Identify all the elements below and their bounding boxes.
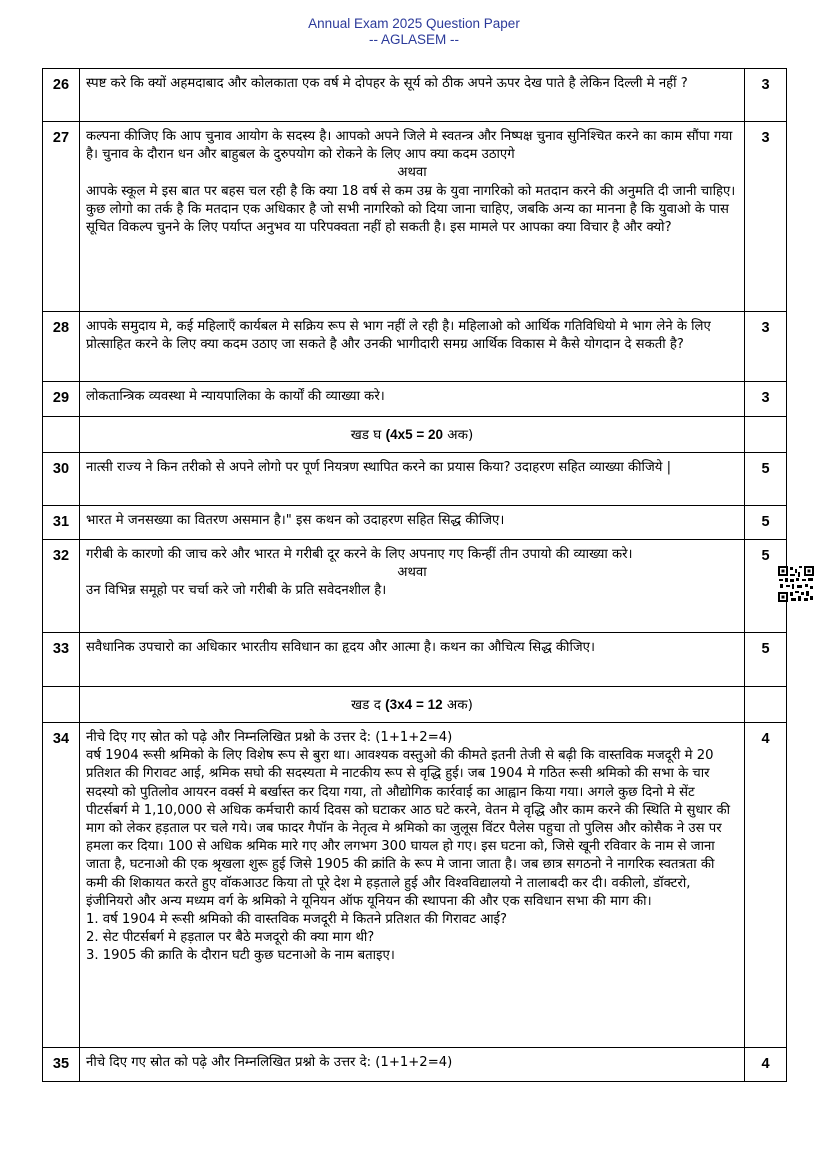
question-marks: 3 xyxy=(745,312,787,382)
section-heading-row xyxy=(43,687,787,723)
section-heading xyxy=(80,687,745,723)
question-marks: 5 xyxy=(745,633,787,687)
question-row xyxy=(43,723,787,1048)
question-marks: 5 xyxy=(745,540,787,633)
section-marks-unit: अक) xyxy=(447,427,474,443)
source-passage: वर्ष 1904 रूसी श्रमिको के लिए विशेष रूप से बुरा था। आवश्यक वस्तुओ की कीमते इतनी तेजी से बढ़ी कि वास्तविक मजदूरी मे 20 प्रतिशत की गिरावट आई, श्रमिक सघो की सदस्यता मे नाटकीय रूप से वृद्धि हुई। जब 1904 मे गठित रूसी श्रमिको की सभा के चार सदस्यो को पुतिलोव आयरन वर्क्स मे बर्खास्त कर दिया गया, तो औद्योगिक कार्रवाई का आह्वान किया गया। अगले कुछ दिनो मे सेंट पीटर्सबर्ग मे 1,10,000 से अधिक कर्मचारी कार्य दिवस को घटाकर आठ घटे करने, वेतन मे वृद्धि और काम करने की स्थिति मे सुधार की माग को लेकर हड़ताल पर चले गये। जब फादर गैपॉन के नेतृत्व मे श्रमिको का जुलूस विंटर पैलेस पहुचा तो पुलिस और कोसैक ने उस पर हमला कर दिया। 100 से अधिक श्रमिक मारे गए और लगभग 300 घायल हो गए। इस घटना को, जिसे खूनी रविवार के नाम से जाना जाता है, घटनाओ की एक श्रृखला शुरू हुई जिसे 1905 की क्रांति के रूप मे जाना जाता है। जब छात्र सगठनो ने नागरिक स्वतत्रता की कमी की शिकायत करते हुए वॉकआउट किया तो पूरे देश मे हड़ताले हुई और विश्वविद्यालयो ने तालाबदी कर दी। वकीलो, डॉक्टरो, इंजीनियरो और अन्य मध्यम वर्ग के श्रमिको ने यूनियन ऑफ यूनियन की स्थापना की और एक सविधान सभा की माग की। xyxy=(86,748,731,909)
question-row xyxy=(43,1048,787,1082)
source-label: -- AGLASEM -- xyxy=(368,32,459,47)
question-row xyxy=(43,69,787,122)
question-number: 33 xyxy=(43,633,80,687)
question-number: 28 xyxy=(43,312,80,382)
question-row xyxy=(43,540,787,633)
question-row xyxy=(43,506,787,540)
question-number: 26 xyxy=(43,69,80,122)
question-number: 31 xyxy=(43,506,80,540)
section-marks-unit: अक) xyxy=(446,697,473,713)
question-number: 29 xyxy=(43,382,80,417)
question-number: 35 xyxy=(43,1048,80,1082)
page-header xyxy=(0,16,828,48)
section-label: खड घ xyxy=(350,427,382,443)
question-number: 32 xyxy=(43,540,80,633)
sub-question: 1. वर्ष 1904 मे रूसी श्रमिको की वास्तविक मजदूरी मे कितने प्रतिशत की गिरावट आई? xyxy=(86,912,508,928)
question-number: 30 xyxy=(43,453,80,506)
question-row xyxy=(43,382,787,417)
or-separator: अथवा xyxy=(397,165,427,181)
question-text: गरीबी के कारणो की जाच करे और भारत मे गरीबी दूर करने के लिए अपनाए गए किन्हीं तीन उपायो की व्याख्या करे। xyxy=(86,547,633,562)
section-marks: (4x5 = 20 xyxy=(385,427,443,442)
qr-code-icon xyxy=(778,566,814,602)
question-row xyxy=(43,633,787,687)
or-separator: अथवा xyxy=(397,565,427,581)
sub-question: 2. सेट पीटर्सबर्ग मे हड़ताल पर बैठे मजदूरो की क्या माग थी? xyxy=(86,930,375,946)
question-cell xyxy=(80,122,745,312)
section-heading xyxy=(80,417,745,453)
section-marks: (3x4 = 12 xyxy=(385,697,443,712)
question-text: आपके समुदाय मे, कई महिलाएँ कार्यबल मे सक्रिय रूप से भाग नहीं ले रही है। महिलाओ को आर्थिक गतिविधियो मे भाग लेने के लिए प्रोत्साहित करने के लिए क्या कदम उठाए जा सकते है और उनकी भागीदारी समग्र आर्थिक विकास मे कैसे योगदान दे सकती है? xyxy=(80,312,745,382)
question-instruction: नीचे दिए गए स्रोत को पढ़े और निम्नलिखित प्रश्नो के उत्तर दे: (1+1+2=4) xyxy=(86,730,453,745)
question-table xyxy=(42,68,787,1082)
exam-title: Annual Exam 2025 Question Paper xyxy=(308,16,520,31)
question-cell xyxy=(80,540,745,633)
question-marks: 5 xyxy=(745,506,787,540)
question-marks: 3 xyxy=(745,382,787,417)
question-text: भारत मे जनसख्या का वितरण असमान है।" इस कथन को उदाहरण सहित सिद्ध कीजिए। xyxy=(80,506,745,540)
section-label: खड द xyxy=(351,697,381,713)
question-text: लोकतान्त्रिक व्यवस्था मे न्यायपालिका के कार्यों की व्याख्या करे। xyxy=(80,382,745,417)
sub-question: 3. 1905 की क्राति के दौरान घटी कुछ घटनाओ के नाम बताइए। xyxy=(86,948,395,964)
question-marks: 4 xyxy=(745,1048,787,1082)
question-marks: 3 xyxy=(745,69,787,122)
question-row xyxy=(43,453,787,506)
question-row xyxy=(43,312,787,382)
question-number: 34 xyxy=(43,723,80,1048)
question-row xyxy=(43,122,787,312)
question-number: 27 xyxy=(43,122,80,312)
alternative-question-text: आपके स्कूल मे इस बात पर बहस चल रही है कि क्या 18 वर्ष से कम उम्र के युवा नागरिको को मतदान करने की अनुमति दी जानी चाहिए। कुछ लोगो का तर्क है कि मतदान एक अधिकार है जो सभी नागरिको को दिया जाना चाहिए, जबकि अन्य का मानना है कि युवाओ के पास सूचित विकल्प चुनने के लिए पर्याप्त अनुभव या परिपक्वता नहीं हो सकती है। इस मामले पर आपका क्या विचार है और क्यो? xyxy=(86,183,736,236)
alternative-question-text: उन विभिन्न समूहो पर चर्चा करे जो गरीबी के प्रति सवेदनशील है। xyxy=(86,583,387,599)
question-marks: 4 xyxy=(745,723,787,1048)
question-text: स्पष्ट करे कि क्यों अहमदाबाद और कोलकाता एक वर्ष मे दोपहर के सूर्य को ठीक अपने ऊपर देख पाते है लेकिन दिल्ली मे नहीं ? xyxy=(80,69,745,122)
question-text: सवैधानिक उपचारो का अधिकार भारतीय सविधान का हृदय और आत्मा है। कथन का औचित्य सिद्ध कीजिए। xyxy=(80,633,745,687)
question-text: नीचे दिए गए स्रोत को पढ़े और निम्नलिखित प्रश्नो के उत्तर दे: (1+1+2=4) xyxy=(80,1048,745,1082)
question-text: कल्पना कीजिए कि आप चुनाव आयोग के सदस्य है। आपको अपने जिले मे स्वतन्त्र और निष्पक्ष चुनाव सुनिश्चित करने का काम सौंपा गया है। चुनाव के दौरान धन और बाहुबल के दुरुपयोग को रोकने के लिए आप क्या कदम उठाएगे xyxy=(86,129,733,163)
question-marks: 5 xyxy=(745,453,787,506)
question-cell xyxy=(80,723,745,1048)
section-heading-row xyxy=(43,417,787,453)
question-marks: 3 xyxy=(745,122,787,312)
question-text: नात्सी राज्य ने किन तरीको से अपने लोगो पर पूर्ण नियत्रण स्थापित करने का प्रयास किया? उदाहरण सहित व्याख्या कीजिये | xyxy=(80,453,745,506)
